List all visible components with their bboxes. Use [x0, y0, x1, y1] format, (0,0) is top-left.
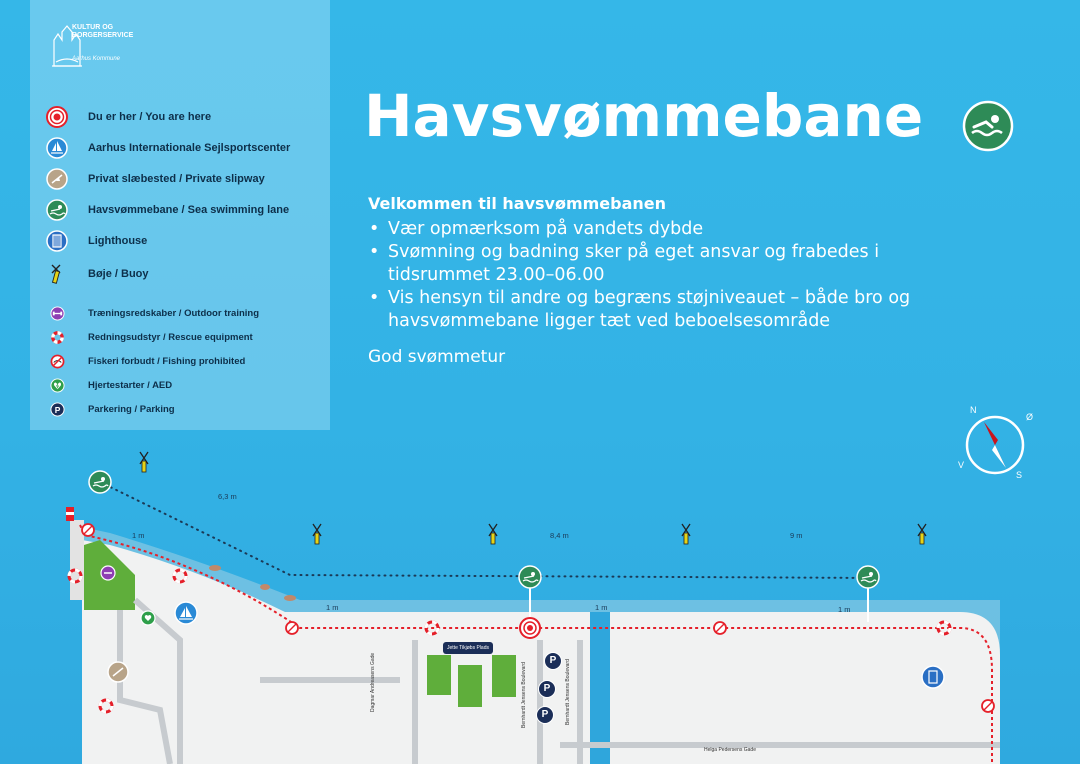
- land-west: [82, 540, 590, 764]
- compass-v: V: [958, 460, 965, 470]
- street-label: Bernhardt Jensens Boulevard: [521, 662, 527, 728]
- legend-item-aed: Hjertestarter / AED: [46, 374, 172, 396]
- field-2: [458, 665, 482, 707]
- legend-item-you-are-here: Du er her / You are here: [46, 106, 211, 128]
- buoy-marker: [140, 452, 148, 472]
- info-heading: Velkommen til havsvømmebanen: [368, 194, 667, 213]
- rule-item: • Vis hensyn til andre og begræns støjniveauet – både bro og havsvømmebane ligger tæt ved beboelsesområde: [368, 287, 968, 333]
- depth-label: 1 m: [132, 531, 145, 540]
- slipway-marker: [108, 662, 128, 682]
- lifebuoy-icon: [50, 330, 65, 345]
- legend-item-swimming-lane: Havsvømmebane / Sea swimming lane: [46, 199, 289, 221]
- parking-marker: P: [538, 680, 556, 698]
- legend-item-slipway: Privat slæbested / Private slipway: [46, 168, 265, 190]
- aed-icon: [50, 378, 65, 393]
- field-3: [492, 655, 516, 697]
- legend-item-buoy: Bøje / Buoy: [46, 263, 149, 285]
- slipway-icon: [46, 168, 68, 190]
- legend-item-no-fishing: Fiskeri forbudt / Fishing prohibited: [46, 350, 245, 372]
- page-title: Havsvømmebane: [364, 82, 924, 150]
- dumbbell-icon: [50, 306, 65, 321]
- swim-lane-marker: [89, 471, 111, 493]
- no-fishing-marker: [982, 700, 994, 712]
- legend-item-training: Træningsredskaber / Outdoor training: [46, 302, 259, 324]
- buoy-marker: [682, 524, 690, 544]
- sailboat-icon: [46, 137, 68, 159]
- no-fishing-marker: [82, 524, 94, 536]
- street-label: Helga Pedersens Gade: [704, 747, 756, 753]
- no-fishing-icon: [50, 354, 65, 369]
- rules-list: [368, 218, 968, 333]
- no-fishing-marker: [714, 622, 726, 634]
- lighthouse-icon: [46, 230, 68, 252]
- legend-panel: [30, 0, 330, 430]
- legend-item-lighthouse: Lighthouse: [46, 230, 147, 252]
- place-label: Jette Tikjøbs Plads: [443, 642, 493, 654]
- parking-icon: [50, 402, 65, 417]
- canal: [590, 612, 610, 764]
- lighthouse-marker: [66, 507, 74, 521]
- buoy-marker: [918, 524, 926, 544]
- logo-text: KULTUR OG BORGERSERVICE: [72, 24, 134, 39]
- swimmer-icon: [46, 199, 68, 221]
- compass-o: Ø: [1026, 412, 1034, 422]
- swimmer-icon: [962, 100, 1014, 152]
- compass-icon: [950, 400, 1040, 490]
- legend-item-parking: P Parkering / Parking: [46, 398, 175, 420]
- you-are-here-marker: [520, 618, 540, 638]
- parking-marker: P: [536, 706, 554, 724]
- svg-text:P: P: [54, 404, 61, 415]
- depth-label: 1 m: [326, 603, 339, 612]
- field-1: [427, 655, 451, 695]
- rule-item: • Svømning og badning sker på eget ansvar og frabedes i tidsrummet 23.00–06.00: [368, 241, 968, 287]
- info-text: [368, 194, 968, 367]
- logo-subtitle: Aarhus Kommune: [72, 56, 121, 62]
- info-outro: God svømmetur: [368, 347, 506, 367]
- swim-lane-line: [100, 482, 880, 578]
- training-marker: [101, 566, 115, 580]
- you-are-here-icon: [46, 106, 68, 128]
- buoy-marker: [313, 524, 321, 544]
- lighthouse-right-marker: [922, 666, 944, 688]
- depth-label: 1 m: [595, 603, 608, 612]
- depth-label: 1 m: [838, 605, 851, 614]
- distance-label: 9 m: [790, 531, 803, 540]
- sailing-centre-marker: [175, 602, 197, 624]
- legend-item-sailing-centre: Aarhus Internationale Sejlsportscenter: [46, 137, 290, 159]
- rule-item: • Vær opmærksom på vandets dybde: [368, 218, 968, 241]
- no-fishing-marker: [286, 622, 298, 634]
- buoy-icon: [46, 263, 68, 285]
- buoy-markers: [140, 452, 926, 544]
- street-label: Dagmar Andreasens Gade: [370, 652, 376, 712]
- parking-marker: P: [544, 652, 562, 670]
- street-label: Bernhardt Jensens Boulevard: [565, 659, 571, 725]
- distance-label: 6,3 m: [218, 492, 237, 501]
- distance-label: 8,4 m: [550, 531, 569, 540]
- compass-s: S: [1016, 470, 1023, 480]
- aed-marker: [141, 611, 155, 625]
- buoy-marker: [489, 524, 497, 544]
- legend-item-rescue: Redningsudstyr / Rescue equipment: [46, 326, 253, 348]
- compass-n: N: [970, 405, 977, 415]
